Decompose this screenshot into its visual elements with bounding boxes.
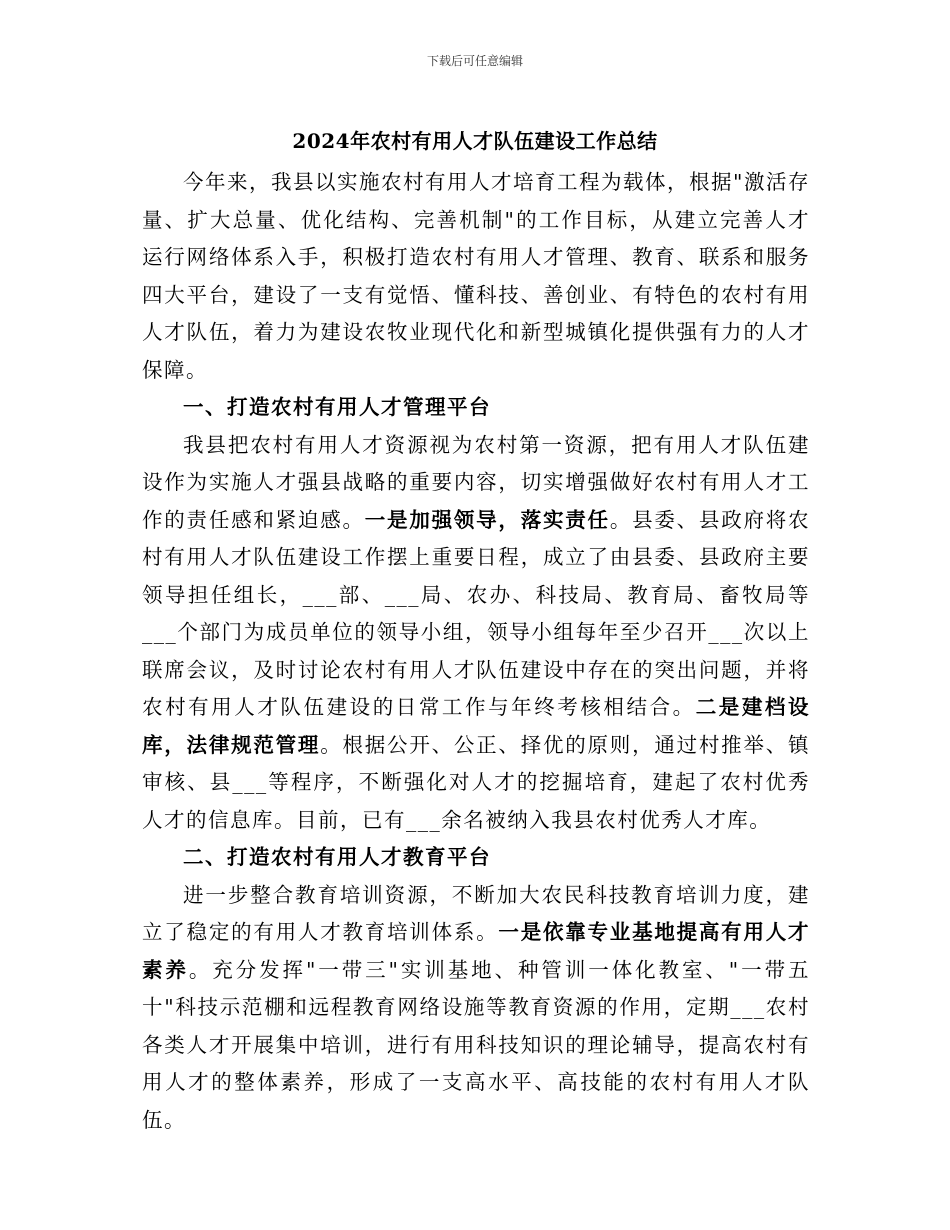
section-1-text-a: 我县把农村有用人才资源视为农村第一资源，把有用人才队伍建设作为实施人才强县战略的重要内容，切实增强做好农村有用人才工作的责任感和紧迫感。 <box>142 432 810 532</box>
section-1-text-b: 。县委、县政府将农村有用人才队伍建设工作摆上重要日程，成立了由县委、县政府主要领导担任组长，___部、___局、农办、科技局、教育局、畜牧局等___个部门为成员单位的领导小组，领导小组每年至少召开___次以上联席会议，及时讨论农村有用人才队伍建设中存在的突出问题，并将农村有用人才队伍建设的日常工作与年终考核相结合。 <box>142 507 811 719</box>
section-2-text-b: 。充分发挥"一带三"实训基地、种管训一体化教室、"一带五十"科技示范棚和远程教育网络设施等教育资源的作用，定期___农村各类人才开展集中培训，进行有用科技知识的理论辅导，提高农村有用人才的整体素养，形成了一支高水平、高技能的农村有用人才队伍。 <box>142 957 810 1132</box>
document-title: 2024年农村有用人才队伍建设工作总结 <box>292 129 658 153</box>
section-1-text-c: 。根据公开、公正、择优的原则，通过村推举、镇审核、县___等程序，不断强化对人才的挖掘培育，建起了农村优秀人才的信息库。目前，已有___余名被纳入我县农村优秀人才库。 <box>142 732 811 832</box>
section-2-text-a: 进一步整合教育培训资源，不断加大农民科技教育培训力度，建立了稳定的有用人才教育培训体系。 <box>142 882 810 944</box>
section-1-bold-b: 二是建档设库，法律规范管理 <box>142 695 811 757</box>
section-1-bold-a: 一是加强领导，落实责任 <box>364 507 610 532</box>
section-1-paragraph <box>142 427 810 840</box>
header-note: 下载后可任意编辑 <box>426 54 523 68</box>
section-2-bold-a: 一是依靠专业基地提高有用人才素养 <box>142 920 811 982</box>
section-2-heading: 二、打造农村有用人才教育平台 <box>183 845 491 869</box>
document-body <box>142 164 810 1139</box>
section-2-paragraph <box>142 877 810 1140</box>
section-1-heading: 一、打造农村有用人才管理平台 <box>183 395 491 419</box>
intro-paragraph: 今年来，我县以实施农村有用人才培育工程为载体，根据"激活存量、扩大总量、优化结构、完善机制"的工作目标，从建立完善人才运行网络体系入手，积极打造农村有用人才管理、教育、联系和服务四大平台，建设了一支有觉悟、懂科技、善创业、有特色的农村有用人才队伍，着力为建设农牧业现代化和新型城镇化提供强有力的人才保障。 <box>142 170 810 382</box>
